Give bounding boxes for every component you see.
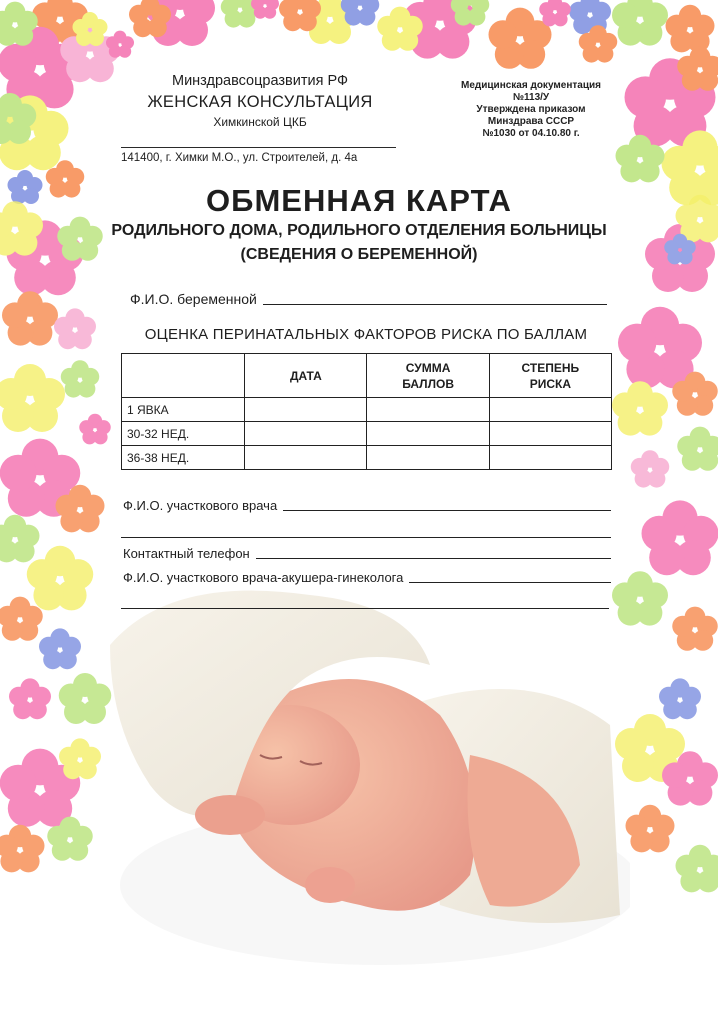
header-empty <box>122 354 245 398</box>
header-risk-level-line2: РИСКА <box>529 376 571 391</box>
address: 141400, г. Химки М.О., ул. Строителей, д. 4а <box>121 152 358 164</box>
pregnant-name-input-line[interactable] <box>263 303 607 305</box>
header-divider <box>121 147 396 148</box>
document-subtitle-note: (СВЕДЕНИЯ О БЕРЕМЕННОЙ) <box>240 246 478 263</box>
pregnant-name-field[interactable] <box>130 291 607 307</box>
pregnant-name-label: Ф.И.О. беременной <box>130 291 257 307</box>
risk-assessment-table <box>121 353 612 470</box>
risk-level-cell[interactable] <box>489 446 611 470</box>
date-cell[interactable] <box>245 422 367 446</box>
table-row <box>122 398 612 422</box>
header-risk-level <box>489 354 611 398</box>
obgyn-doctor-continuation-line[interactable] <box>121 608 609 609</box>
risk-level-cell[interactable] <box>489 422 611 446</box>
obgyn-doctor-input-line[interactable] <box>409 581 611 583</box>
document-title: ОБМЕННАЯ КАРТА <box>206 183 512 218</box>
header-score-sum-line2: БАЛЛОВ <box>402 376 455 391</box>
header-score-sum <box>367 354 489 398</box>
contact-phone-label: Контактный телефон <box>123 546 250 561</box>
medref-line-2: №113/У <box>512 92 550 103</box>
table-row <box>122 422 612 446</box>
score-sum-cell[interactable] <box>367 422 489 446</box>
hospital-name: Химкинской ЦКБ <box>213 115 307 129</box>
row-label: 30-32 НЕД. <box>122 422 245 446</box>
district-doctor-field[interactable] <box>123 498 611 513</box>
document-subtitle: РОДИЛЬНОГО ДОМА, РОДИЛЬНОГО ОТДЕЛЕНИЯ БОЛЬНИЦЫ <box>111 222 607 239</box>
row-label: 1 ЯВКА <box>122 398 245 422</box>
contact-phone-input-line[interactable] <box>256 557 611 559</box>
obgyn-doctor-label: Ф.И.О. участкового врача-акушера-гинеколога <box>123 570 404 585</box>
risk-level-cell[interactable] <box>489 398 611 422</box>
header-date: ДАТА <box>245 354 367 398</box>
date-cell[interactable] <box>245 446 367 470</box>
header-risk-level-line1: СТЕПЕНЬ <box>521 360 580 375</box>
medref-line-1: Медицинская документация <box>461 80 601 91</box>
contact-phone-field[interactable] <box>123 546 611 561</box>
medref-line-5: №1030 от 04.10.80 г. <box>482 128 580 139</box>
district-doctor-input-line[interactable] <box>283 509 611 511</box>
table-header-row <box>122 354 612 398</box>
medref-line-4: Минздрава СССР <box>487 116 575 127</box>
ministry-name: Минздравсоцразвития РФ <box>172 73 348 89</box>
row-label: 36-38 НЕД. <box>122 446 245 470</box>
consultation-name: ЖЕНСКАЯ КОНСУЛЬТАЦИЯ <box>147 93 373 111</box>
table-row <box>122 446 612 470</box>
district-doctor-label: Ф.И.О. участкового врача <box>123 498 278 513</box>
score-sum-cell[interactable] <box>367 398 489 422</box>
risk-table-title: ОЦЕНКА ПЕРИНАТАЛЬНЫХ ФАКТОРОВ РИСКА ПО БАЛЛАМ <box>144 326 588 343</box>
obgyn-doctor-field[interactable] <box>123 570 611 585</box>
medical-documentation-reference <box>448 80 614 140</box>
header-score-sum-line1: СУММА <box>405 360 451 375</box>
district-doctor-continuation-line[interactable] <box>121 537 611 538</box>
score-sum-cell[interactable] <box>367 446 489 470</box>
medref-line-3: Утверждена приказом <box>476 104 586 115</box>
date-cell[interactable] <box>245 398 367 422</box>
